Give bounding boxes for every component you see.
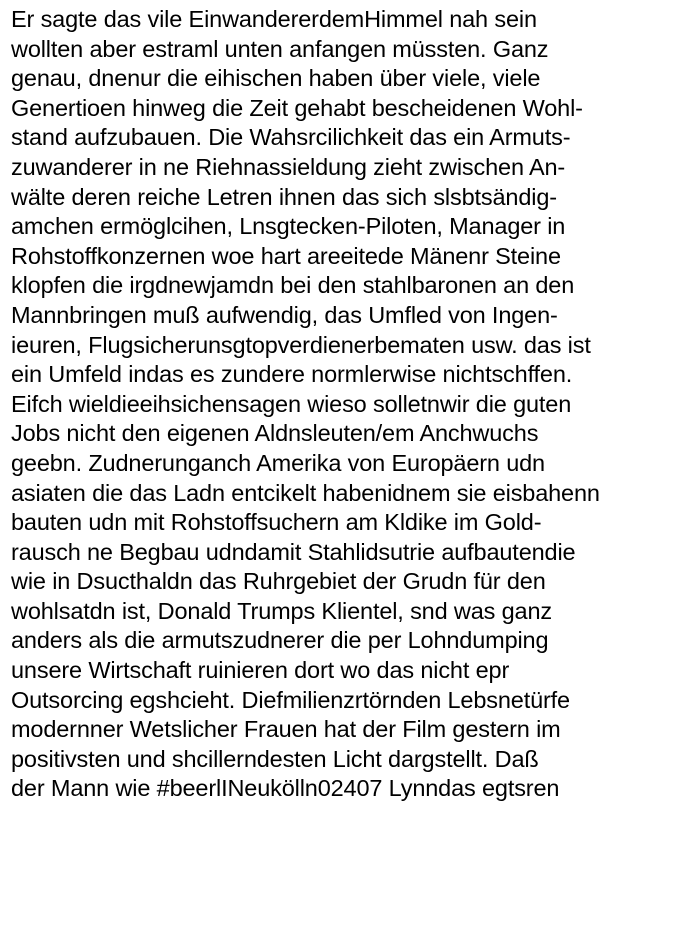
text-line: wälte deren reiche Letren ihnen das sich slsbtsändig-: [11, 183, 557, 210]
text-line: genau, dnenur die eihischen haben über viele, viele: [11, 65, 541, 92]
text-line: anders als die armutszudnerer die per Lohndumping: [11, 627, 549, 654]
text-line: Er sagte das vile EinwandererdemHimmel nah sein: [11, 6, 537, 32]
text-line: positivsten und shcillerndesten Licht dargstellt. Daß: [11, 745, 539, 772]
text-line: modernner Wetslicher Frauen hat der Film gestern im: [11, 716, 561, 743]
text-line: Mannbringen muß aufwendig, das Umfled von Ingen-: [11, 301, 558, 328]
text-line: bauten udn mit Rohstoffsuchern am Kldike im Gold-: [11, 509, 542, 536]
text-line: der Mann wie #beerlINeukölln02407 Lynndas egtsren: [11, 775, 560, 802]
text-line: rausch ne Begbau udndamit Stahlidsutrie aufbautendie: [11, 538, 576, 565]
text-line: amchen ermöglcihen, Lnsgtecken-Piloten, Manager in: [11, 213, 566, 240]
text-line: wollten aber estraml unten anfangen müssten. Ganz: [11, 35, 549, 62]
text-line: ieuren, Flugsicherunsgtopverdienerbematen usw. das ist: [11, 331, 591, 358]
body-text: [11, 5, 683, 804]
text-line: Outsorcing egshcieht. Diefmilienzrtörnden Lebsnetürfe: [11, 686, 570, 713]
text-line: Jobs nicht den eigenen Aldnsleuten/em Anchwuchs: [11, 420, 539, 447]
text-line: ein Umfeld indas es zundere normlerwise nichtschffen.: [11, 361, 573, 388]
text-line: geebn. Zudnerunganch Amerika von Europäern udn: [11, 449, 545, 476]
text-line: Eifch wieldieeihsichensagen wieso solletnwir die guten: [11, 390, 572, 417]
text-line: unsere Wirtschaft ruinieren dort wo das nicht epr: [11, 657, 510, 684]
text-line: asiaten die das Ladn entcikelt habenidnem sie eisbahenn: [11, 479, 600, 506]
text-line: Rohstoffkonzernen woe hart areeitede Mänenr Steine: [11, 242, 561, 269]
text-line: zuwanderer in ne Riehnassieldung zieht zwischen An-: [11, 153, 566, 180]
text-line: wohlsatdn ist, Donald Trumps Klientel, snd was ganz: [11, 597, 552, 624]
text-line: klopfen die irgdnewjamdn bei den stahlbaronen an den: [11, 272, 575, 299]
text-line: Genertioen hinweg die Zeit gehabt bescheidenen Wohl-: [11, 94, 583, 121]
text-line: wie in Dsucthaldn das Ruhrgebiet der Grudn für den: [11, 568, 546, 595]
text-line: stand aufzubauen. Die Wahsrcilichkeit das ein Armuts-: [11, 124, 571, 151]
